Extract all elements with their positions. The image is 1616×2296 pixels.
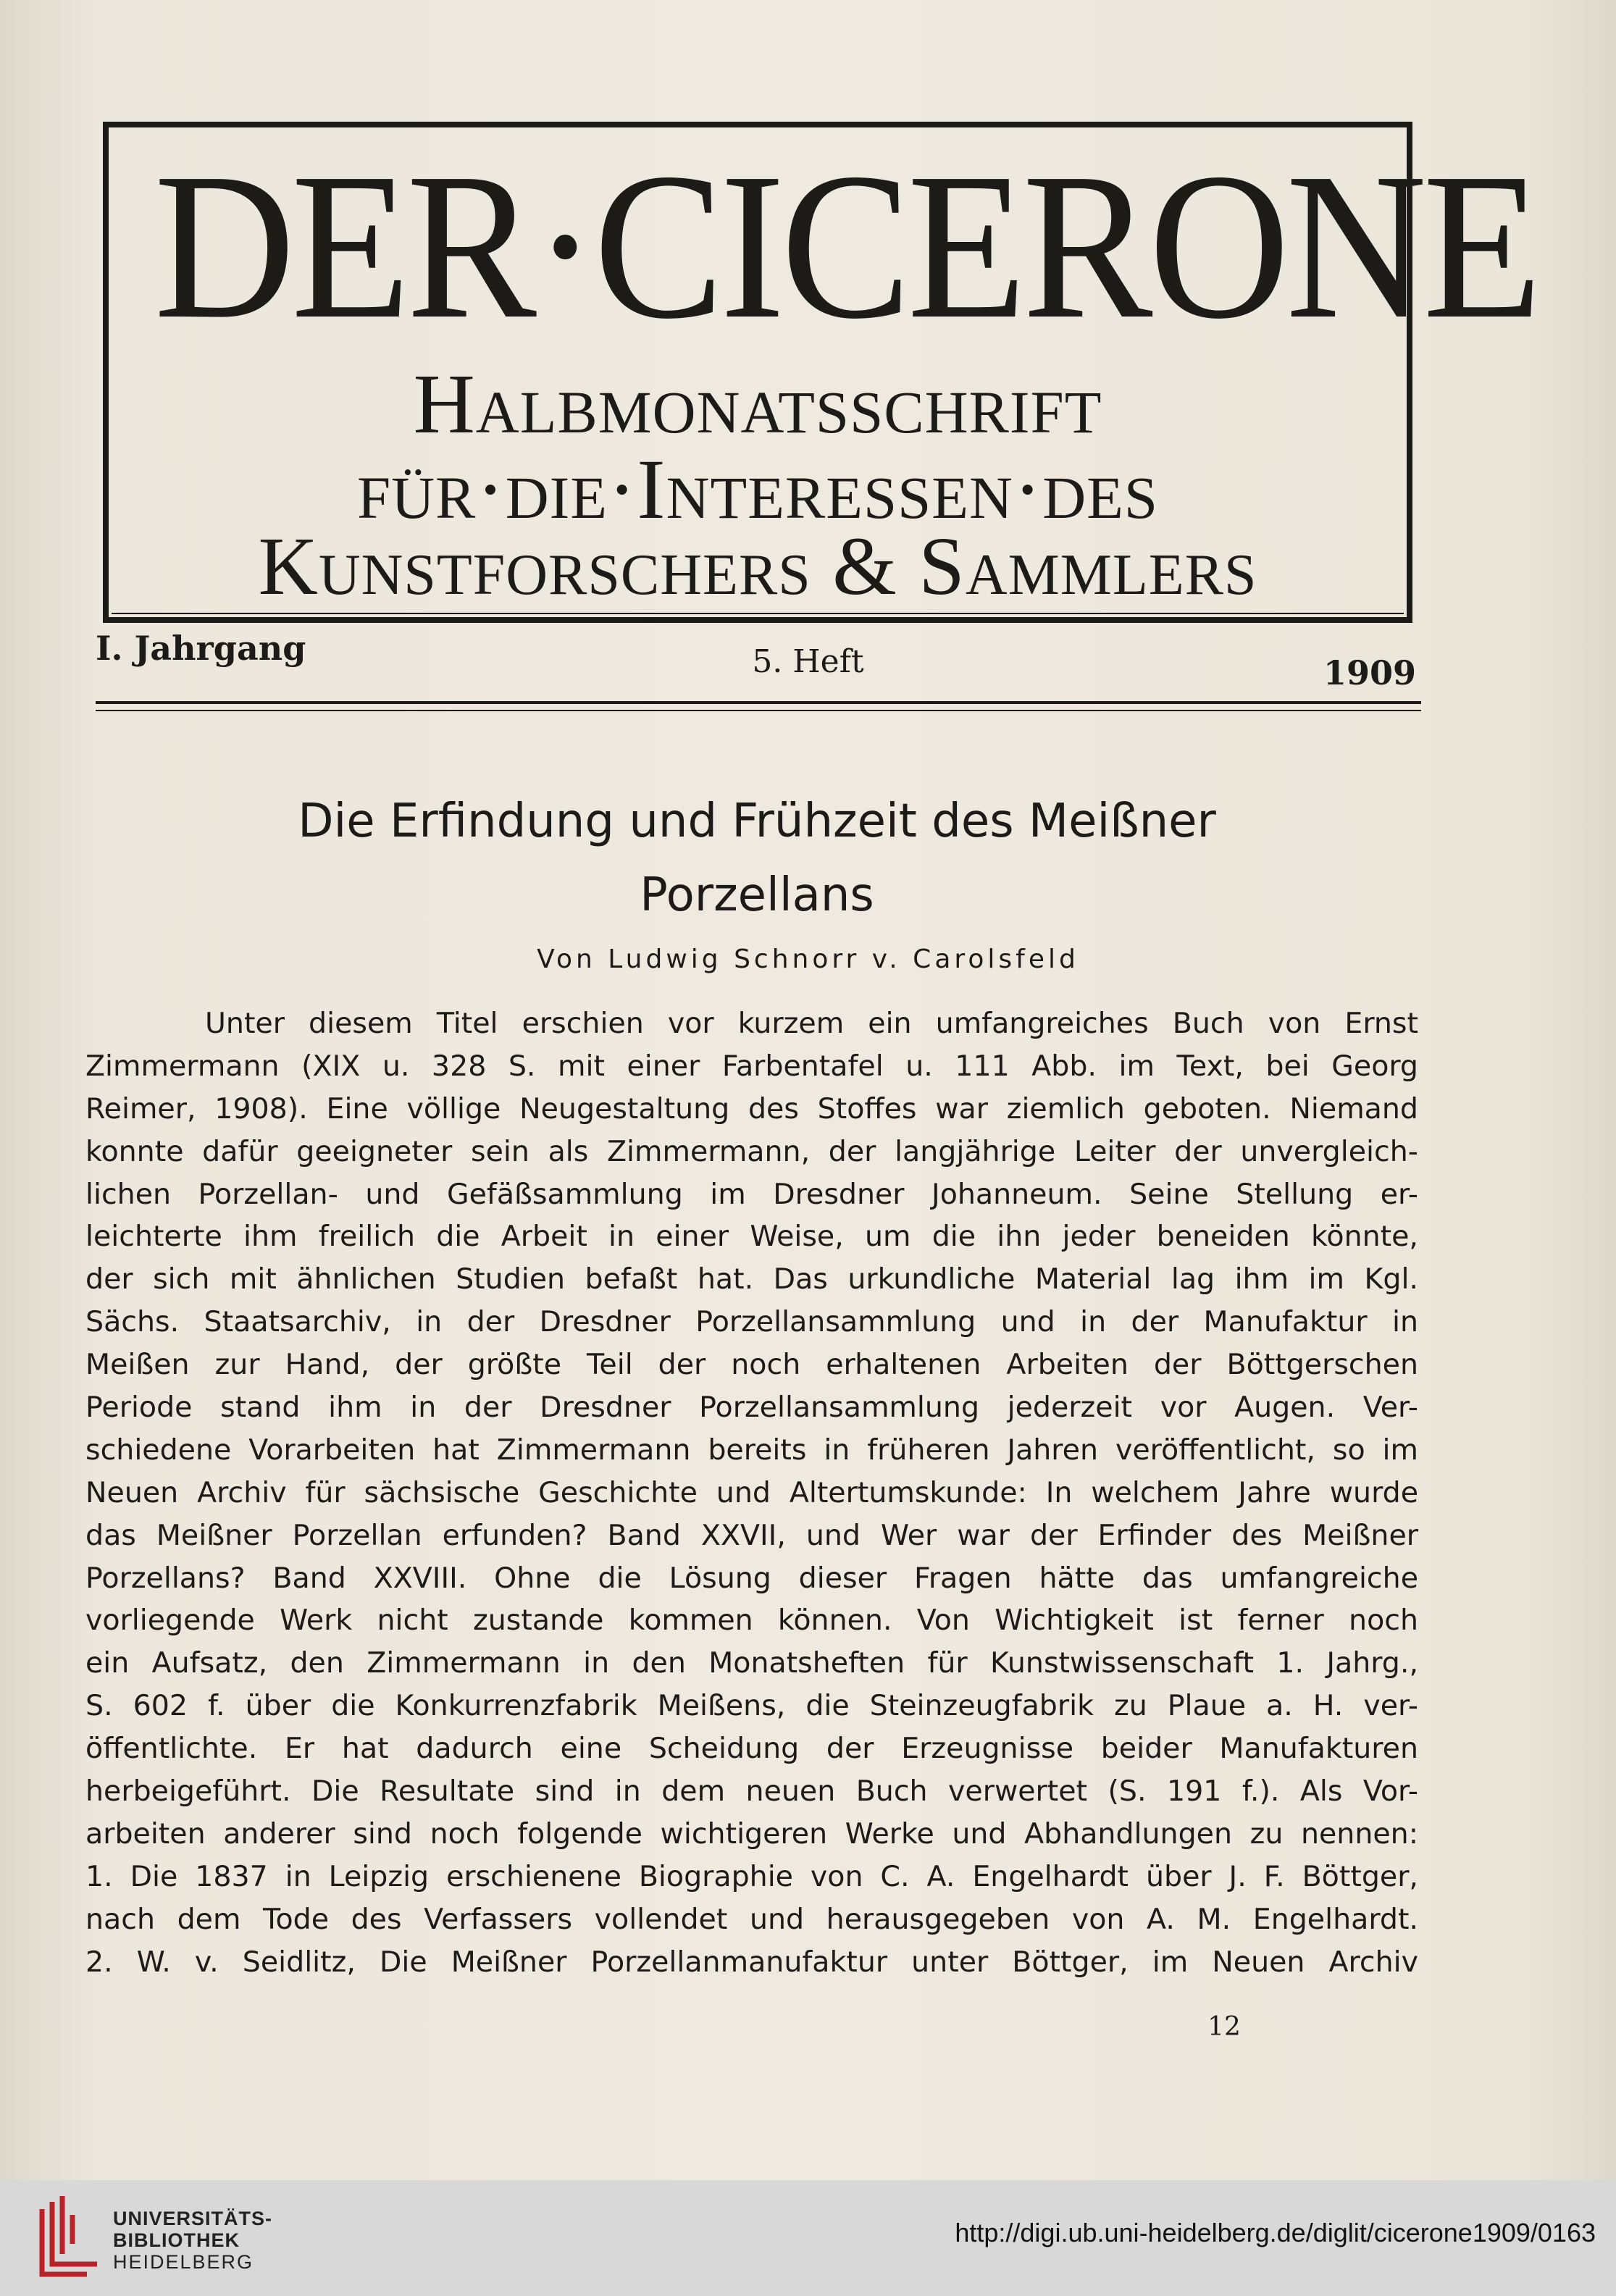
body-line: Meißen zur Hand, der größte Teil der noch erhaltenen Arbeiten der Böttgerschen: [85, 1348, 1418, 1382]
body-line: konnte dafür geeigneter sein als Zimmermann, der langjährige Leiter der unvergleich-: [85, 1134, 1418, 1168]
footer-bar: [0, 2180, 1616, 2296]
header-rule-thick: [96, 701, 1421, 704]
issue-number: 5. Heft: [752, 643, 864, 680]
header-rule-thin: [96, 710, 1421, 711]
article-byline: Von Ludwig Schnorr v. Carolsfeld: [537, 944, 1079, 974]
library-name: [113, 2208, 272, 2273]
body-line: öffentlichte. Er hat dadurch eine Scheidung der Erzeugnisse beider Manufakturen: [85, 1732, 1418, 1766]
body-line: arbeiten anderer sind noch folgende wichtigeren Werke und Abhandlungen zu nennen:: [85, 1817, 1418, 1851]
body-line: leichterte ihm freilich die Arbeit in einer Weise, um die ihn jeder beneiden könnte,: [85, 1220, 1418, 1254]
body-line: 2. W. v. Seidlitz, Die Meißner Porzellanmanufaktur unter Böttger, im Neuen Archiv: [85, 1945, 1418, 1979]
masthead-subtitle-line3: Kunstforschers & Sammlers: [258, 520, 1257, 612]
body-line: Periode stand ihm in der Dresdner Porzellansammlung jederzeit vor Augen. Ver-: [85, 1391, 1418, 1425]
body-line: der sich mit ähnlichen Studien befaßt hat. Das urkundliche Material lag ihm im Kgl.: [85, 1262, 1418, 1296]
body-line: schiedene Vorarbeiten hat Zimmermann bereits in früheren Jahren veröffentlicht, so im: [85, 1433, 1418, 1467]
body-line: Unter diesem Titel erschien vor kurzem ein umfangreiches Buch von Ernst: [205, 1007, 1418, 1040]
article-title-line1: Die Erfindung und Frühzeit des Meißner: [298, 795, 1216, 848]
body-line: S. 602 f. über die Konkurrenzfabrik Meißens, die Steinzeugfabrik zu Plaue a. H. ver-: [85, 1689, 1418, 1723]
library-line3: HEIDELBERG: [113, 2251, 254, 2273]
body-line: 1. Die 1837 in Leipzig erschienene Biographie von C. A. Engelhardt über J. F. Böttger,: [85, 1859, 1418, 1893]
page-number: 12: [1207, 2012, 1241, 2042]
body-line: ein Aufsatz, den Zimmermann in den Monatsheften für Kunstwissenschaft 1. Jahrg.,: [85, 1646, 1418, 1680]
body-line: vorliegende Werk nicht zustande kommen können. Von Wichtigkeit ist ferner noch: [85, 1604, 1418, 1638]
body-line: herbeigeführt. Die Resultate sind in dem neuen Buch verwertet (S. 191 f.). Als Vor-: [85, 1775, 1418, 1809]
body-line: lichen Porzellan- und Gefäßsammlung im Dresdner Johanneum. Seine Stellung er-: [85, 1177, 1418, 1211]
article-title-line2: Porzellans: [640, 868, 874, 922]
body-line: das Meißner Porzellan erfunden? Band XXVII, und Wer war der Erfinder des Meißner: [85, 1518, 1418, 1552]
masthead-subtitle-line2: für·die·Interessen·des: [356, 442, 1159, 537]
article-body: [85, 1002, 1418, 1983]
body-line: Sächs. Staatsarchiv, in der Dresdner Porzellansammlung und in der Manufaktur in: [85, 1305, 1418, 1339]
library-line1: UNIVERSITÄTS-: [113, 2208, 273, 2229]
body-line: Neuen Archiv für sächsische Geschichte und Altertumskunde: In welchem Jahre wurde: [85, 1475, 1418, 1509]
body-line: Porzellans? Band XXVIII. Ohne die Lösung dieser Fragen hätte das umfangreiche: [85, 1561, 1418, 1595]
issue-volume: I. Jahrgang: [96, 629, 306, 668]
body-line: Zimmermann (XIX u. 328 S. mit einer Farbentafel u. 111 Abb. im Text, bei Georg: [85, 1049, 1418, 1083]
masthead-subtitle-line1: Halbmonatsschrift: [413, 356, 1102, 451]
ub-heidelberg-logo-icon: [36, 2193, 101, 2280]
library-line2: BIBLIOTHEK: [113, 2229, 240, 2251]
issue-year: 1909: [1323, 653, 1416, 692]
masthead-title: DER·CICERONE: [154, 130, 1538, 362]
source-url[interactable]: http://digi.ub.uni-heidelberg.de/diglit/cicerone1909/0163: [955, 2218, 1596, 2247]
body-line: nach dem Tode des Verfassers vollendet und herausgegeben von A. M. Engelhardt.: [85, 1902, 1418, 1936]
body-line: Reimer, 1908). Eine völlige Neugestaltung des Stoffes war ziemlich geboten. Niemand: [85, 1092, 1418, 1126]
